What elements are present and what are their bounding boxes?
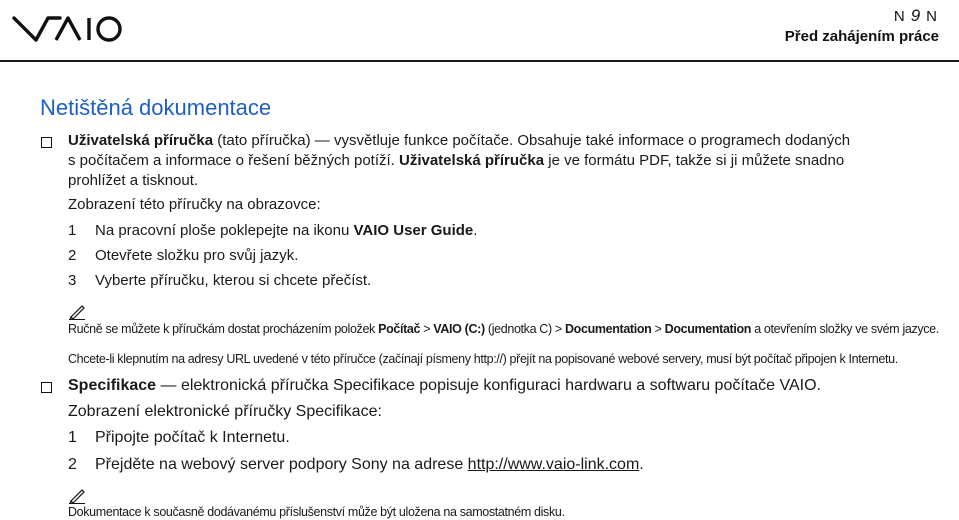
step-number: 2 xyxy=(68,247,77,264)
note-bold-drive: VAIO (C:) xyxy=(433,322,485,336)
item1-line2-text-a: s počítačem a informace o řešení běžných potíží. xyxy=(68,152,399,169)
note-bold-folder: Documentation xyxy=(565,322,652,336)
note-separator: > xyxy=(651,322,665,336)
note-text: Ručně se můžete k příručkám dostat procházením položek xyxy=(68,322,379,336)
item1-step1 xyxy=(68,221,477,241)
step-text-end: . xyxy=(473,222,478,239)
note-text: (jednotka C) > xyxy=(484,322,565,336)
next-page-arrow-icon[interactable]: N xyxy=(926,7,937,25)
step-number: 2 xyxy=(68,456,77,473)
step-number: 1 xyxy=(68,429,77,446)
item2-line1-text: — elektronická příručka Specifikace popisuje konfiguraci hardwaru a softwaru počítače VAIO. xyxy=(156,377,821,394)
bullet-checkbox-icon xyxy=(41,137,52,148)
item1-step2 xyxy=(68,246,298,266)
pencil-note-icon xyxy=(68,486,86,504)
page-heading: Netištěná dokumentace xyxy=(40,95,272,120)
pencil-note-icon xyxy=(68,302,86,320)
item1-step3 xyxy=(68,271,371,291)
note-bold-computer: Počítač xyxy=(378,322,421,336)
section-title: Před zahájením práce xyxy=(784,28,939,45)
item1-line2-text-b: je ve formátu PDF, takže si ji můžete snadno xyxy=(544,152,845,169)
step-text: Na pracovní ploše poklepejte na ikonu xyxy=(95,222,354,239)
step-bold: VAIO User Guide xyxy=(353,222,474,239)
header-divider xyxy=(0,60,959,62)
step-number: 1 xyxy=(68,222,77,239)
step-number: 3 xyxy=(68,272,77,289)
item2-step2 xyxy=(68,455,644,475)
item1-title: Uživatelská příručka xyxy=(68,132,214,149)
step-text-end: . xyxy=(639,456,644,473)
vaio-link-url[interactable]: http://www.vaio-link.com xyxy=(467,456,640,473)
vaio-logo xyxy=(12,10,124,46)
step-text: Připojte počítač k Internetu. xyxy=(95,429,290,446)
item1-line2 xyxy=(68,151,844,171)
step-text: Otevřete složku pro svůj jazyk. xyxy=(95,247,299,264)
page-header xyxy=(0,0,959,62)
item1-line2-bold: Uživatelská příručka xyxy=(399,152,545,169)
note-text: a otevřením složky ve svém jazyce. xyxy=(751,322,939,336)
prev-page-arrow-icon[interactable]: N xyxy=(893,7,905,25)
bullet-checkbox-icon xyxy=(41,382,52,393)
item1-line3: prohlížet a tisknout. xyxy=(68,172,199,189)
step-text: Přejděte na webový server podpory Sony na adrese xyxy=(95,456,468,473)
item2-intro: Zobrazení elektronické příručky Specifikace: xyxy=(68,403,382,420)
page-number: 9 xyxy=(910,6,921,25)
step-text: Vyberte příručku, kterou si chcete přečíst. xyxy=(95,272,372,289)
item2-title: Specifikace xyxy=(68,377,157,394)
note-separator: > xyxy=(420,322,434,336)
note1-line2: Chcete-li klepnutím na adresy URL uvedené v této příručce (začínají písmeny http://) přejít na popisované webové servery, musí být počítač připojen k Internetu. xyxy=(68,352,898,366)
note-bold-folder: Documentation xyxy=(664,322,752,336)
note2-text: Dokumentace k současně dodávanému příslušenství může být uložena na samostatném disku. xyxy=(68,505,565,519)
item1-intro: Zobrazení této příručky na obrazovce: xyxy=(68,196,321,213)
note1-line1 xyxy=(68,322,939,336)
item2-line1 xyxy=(68,376,821,396)
item1-line1-text: (tato příručka) — vysvětluje funkce počítače. Obsahuje také informace o programech dodaných xyxy=(213,132,851,149)
item2-step1 xyxy=(68,428,290,448)
item1-line1 xyxy=(68,131,850,151)
page-navigation xyxy=(894,4,937,28)
